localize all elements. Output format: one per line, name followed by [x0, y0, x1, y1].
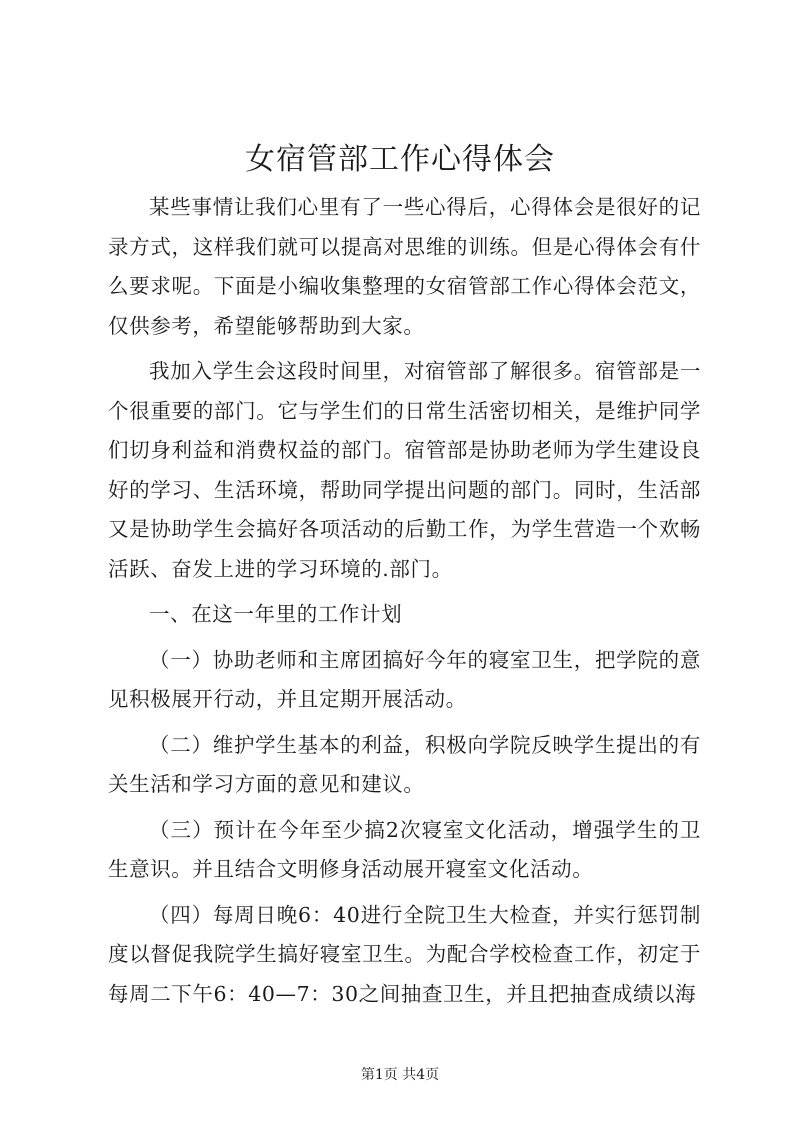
page-number-footer: 第1页 共4页: [360, 1067, 440, 1083]
document-title: 女宿管部工作心得体会: [245, 142, 555, 177]
section-heading-work-plan: 一、在这一年里的工作计划: [149, 602, 403, 626]
paragraph-plan-item-1: （一）协助老师和主席团搞好今年的寝室卫生，把学院的意见积极展开行动，并且定期开展活动。: [108, 647, 701, 711]
paragraph-plan-item-3: （三）预计在今年至少搞2次寝室文化活动，增强学生的卫生意识。并且结合文明修身活动展开寝室文化活动。: [108, 817, 701, 881]
paragraph-intro: 某些事情让我们心里有了一些心得后，心得体会是很好的记录方式，这样我们就可以提高对思维的训练。但是心得体会有什么要求呢。下面是小编收集整理的女宿管部工作心得体会范文，仅供参考，希望能够帮助到大家。: [108, 195, 701, 338]
paragraph-department: 我加入学生会这段时间里，对宿管部了解很多。宿管部是一个很重要的部门。它与学生们的日常生活密切相关，是维护同学们切身利益和消费权益的部门。宿管部是协助老师为学生建设良好的学习、生活环境，帮助同学提出问题的部门。同时，生活部又是协助学生会搞好各项活动的后勤工作，为学生营造一个欢畅活跃、奋发上进的学习环境的.部门。: [108, 359, 701, 581]
document-body: [108, 188, 701, 1020]
paragraph-plan-item-4: （四）每周日晚6：40进行全院卫生大检查，并实行惩罚制度以督促我院学生搞好寝室卫生。为配合学校检查工作，初定于每周二下午6：40—7：30之间抽查卫生，并且把抽查成绩以海: [108, 902, 701, 1006]
paragraph-plan-item-2: （二）维护学生基本的利益，积极向学院反映学生提出的有关生活和学习方面的意见和建议。: [108, 732, 701, 796]
